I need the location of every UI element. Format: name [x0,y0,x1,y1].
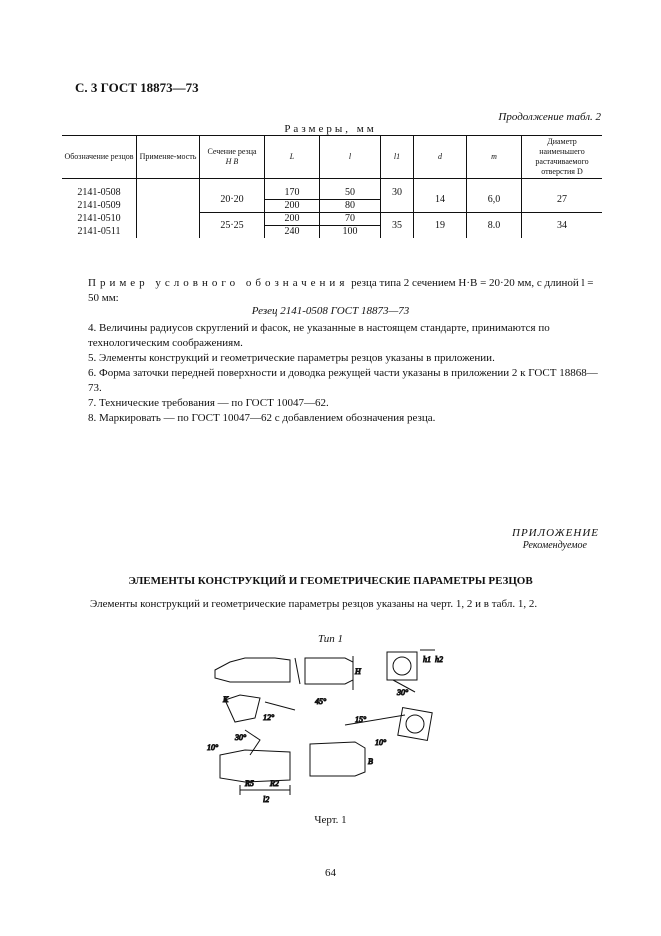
col-section-label: Сечение резца [207,147,257,156]
row-L: 200 [265,213,320,226]
label-a10: 10° [207,743,219,752]
note-item-4: 4. Величины радиусов скруглений и фасок, не указанные в настоящем стандарте, принимаются по технологическим соображениям. [88,322,550,349]
row-code: 2141-0511 [77,225,121,237]
label-a12: 12° [263,713,275,722]
note-item-5: 5. Элементы конструкций и геометрические параметры резцов указаны в приложении. [88,352,495,364]
row-d: 14 [414,179,467,213]
section-intro: Элементы конструкций и геометрические параметры резцов указаны на черт. 1, 2 и в табл. 1, 2. [90,598,538,610]
col-L: L [265,136,320,179]
row-d: 19 [414,213,467,239]
end-view-bottom [345,708,432,741]
row-l: 80 [320,200,381,213]
row-L: 170 [265,179,320,200]
type-label: Тип 1 [317,633,344,645]
cutter-drawing [205,640,465,810]
table-row [62,213,602,226]
col-l: l [320,136,381,179]
label-a30b: 30° [397,688,409,697]
col-m: m [467,136,522,179]
label-h2: h2 [435,655,443,664]
cutter-bottom-view [220,742,365,795]
col-designation: Обозначение резцов [62,136,137,179]
page-header: С. 3 ГОСТ 18873—73 [75,80,199,95]
tip-detail [225,695,295,755]
row-application [137,179,200,213]
row-l: 100 [320,226,381,239]
label-B: B [368,757,373,766]
page-number: 64 [325,867,336,879]
label-a45: 45° [315,697,327,706]
label-a30: 30° [235,733,247,742]
note-item-6: 6. Форма заточки передней поверхности и доводка режущей части указаны в приложении 2 к ГОСТ 18868—73. [88,367,598,394]
notes-list [88,321,598,426]
example-lead: Пример условного обозначения [88,277,349,289]
row-l: 50 [320,179,381,200]
col-D: Диаметр наименьшего растачиваемого отверстия D [522,136,603,179]
col-section [200,136,265,179]
section-title: ЭЛЕМЕНТЫ КОНСТРУКЦИЙ И ГЕОМЕТРИЧЕСКИЕ ПАРАМЕТРЫ РЕЗЦОВ [128,575,533,587]
col-application: Применяе-мость [137,136,200,179]
row-m: 6,0 [467,179,522,213]
col-d: d [414,136,467,179]
row-section: 20·20 [200,179,265,213]
example-paragraph [88,276,598,306]
row-m: 8.0 [467,213,522,239]
sizes-caption: Размеры, мм [284,123,377,135]
col-section-hb: H B [225,157,239,166]
label-r5: R5 [245,779,254,788]
row-D: 34 [522,213,603,239]
row-code: 2141-0508 [77,187,121,199]
row-code: 2141-0509 [77,200,121,211]
label-a10b: 10° [375,738,387,747]
row-l: 70 [320,213,381,226]
row-code: 2141-0510 [77,213,121,224]
label-K: K [223,695,229,704]
label-l2: l2 [263,795,270,804]
example-designation: Резец 2141-0508 ГОСТ 18873—73 [251,305,410,317]
note-item-8: 8. Маркировать — по ГОСТ 10047—62 с добавлением обозначения резца. [88,412,436,424]
col-l1: l1 [381,136,414,179]
figure-caption: Черт. 1 [314,814,347,826]
row-L: 200 [265,200,320,213]
table-row [62,179,602,200]
note-item-7: 7. Технические требования — по ГОСТ 10047—62. [88,397,329,409]
row-l1: 30 [381,179,414,200]
cutter-top-view [215,656,353,690]
row-l1-empty [381,200,414,213]
row-section: 25·25 [200,213,265,239]
appendix-subtitle: Рекомендуемое [522,540,587,551]
dimensions-table [62,135,602,238]
row-D: 27 [522,179,603,213]
label-h1: h1 [423,655,431,664]
example-rest: резца типа 2 сечением H·B = 20·20 мм, с длиной l = 50 мм: [88,277,594,304]
row-l1: 35 [381,213,414,239]
label-H: H [355,667,361,676]
table-continuation-label: Продолжение табл. 2 [498,111,601,123]
label-a15: 15° [355,715,367,724]
appendix-title: ПРИЛОЖЕНИЕ [512,527,599,539]
row-application [137,213,200,239]
row-L: 240 [265,226,320,239]
label-r02: R2 [270,779,279,788]
